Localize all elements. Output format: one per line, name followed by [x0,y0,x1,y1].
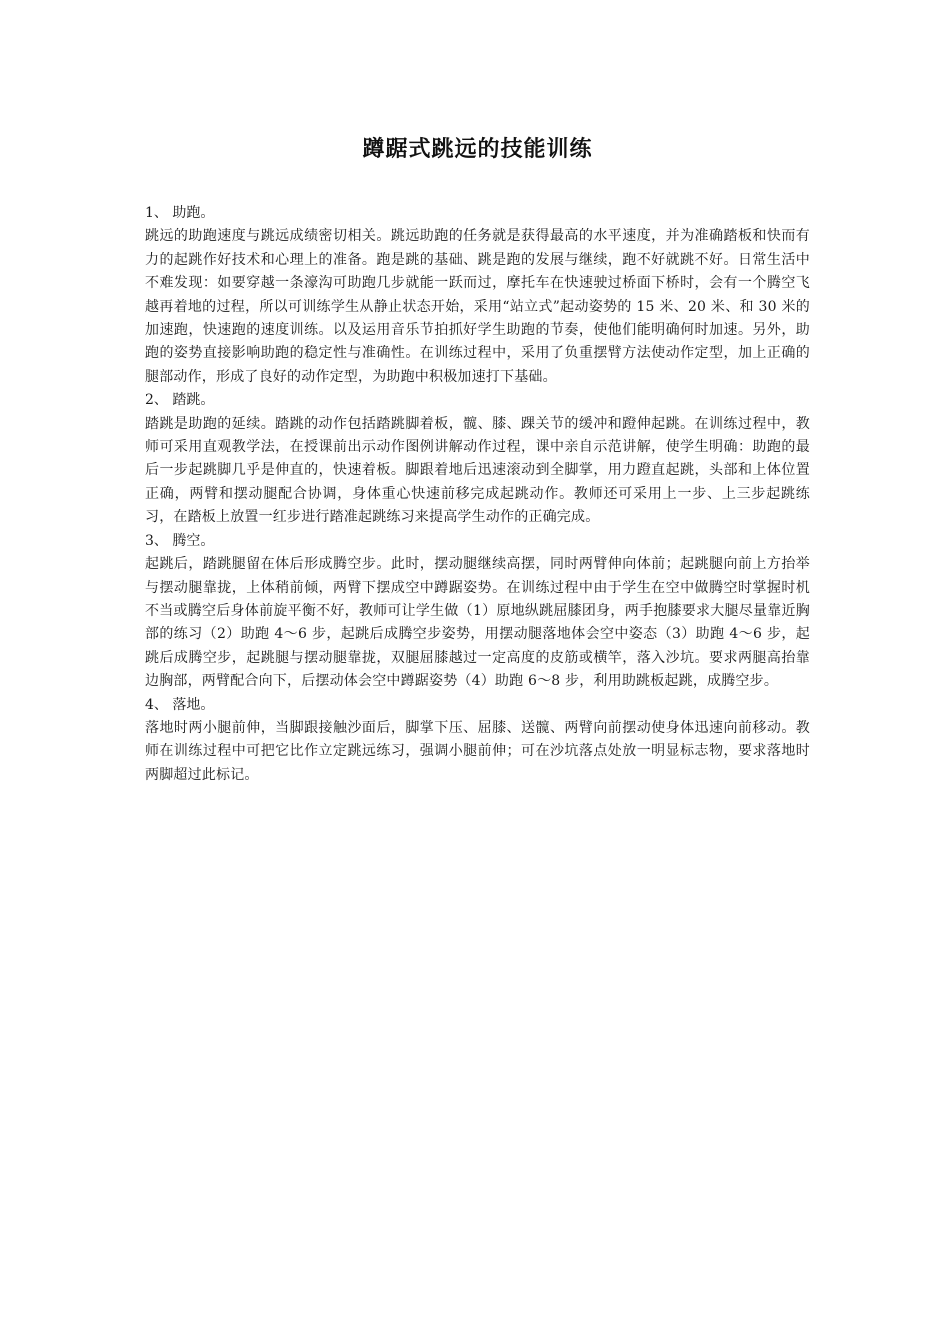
section-paragraph: 落地时两小腿前伸，当脚跟接触沙面后，脚掌下压、屈膝、送髋、两臂向前摆动使身体迅速向前移动。教师在训练过程中可把它比作立定跳远练习，强调小腿前伸；可在沙坑落点处放一明显标志物，要求落地时两脚超过此标记。 [145,719,810,783]
section-paragraph: 踏跳是助跑的延续。踏跳的动作包括踏跳脚着板，髋、膝、踝关节的缓冲和蹬伸起跳。在训练过程中，教师可采用直观教学法，在授课前出示动作图例讲解动作过程，课中亲自示范讲解，使学生明确：助跑的最后一步起跳脚几乎是伸直的，快速着板。脚跟着地后迅速滚动到全脚掌，用力蹬直起跳，头部和上体位置正确，两臂和摆动腿配合协调，身体重心快速前移完成起跳动作。教师还可采用上一步、上三步起跳练习，在踏板上放置一红步进行踏准起跳练习来提高学生动作的正确完成。 [145,415,810,526]
section-heading: 3、 腾空。 [145,532,215,549]
document-page [145,0,810,787]
section-run-up [145,202,810,389]
section-heading: 2、 踏跳。 [145,392,215,409]
section-takeoff [145,389,810,529]
section-heading: 1、 助跑。 [145,205,215,221]
section-paragraph: 起跳后，踏跳腿留在体后形成腾空步。此时，摆动腿继续高摆，同时两臂伸向体前；起跳腿向前上方抬举与摆动腿靠拢，上体稍前倾，两臂下摆成空中蹲踞姿势。在训练过程中由于学生在空中做腾空时掌握时机不当或腾空后身体前旋平衡不好，教师可让学生做（1）原地纵跳屈膝团身，两手抱膝要求大腿尽量靠近胸部的练习（2）助跑 4～6 步，起跳后成腾空步姿势，用摆动腿落地体会空中姿态（3）助跑 4～6 步，起跳后成腾空步，起跳腿与摆动腿靠拢，双腿屈膝越过一定高度的皮筋或横竿，落入沙坑。要求两腿高抬靠边胸部，两臂配合向下，后摆动体会空中蹲踞姿势（4）助跑 6～8 步，利用助跳板起跳，成腾空步。 [145,556,810,690]
section-paragraph: 跳远的助跑速度与跳远成绩密切相关。跳远助跑的任务就是获得最高的水平速度，并为准确踏板和快而有力的起跳作好技术和心理上的准备。跑是跳的基础、跳是跑的发展与继续，跑不好就跳不好。日常生活中不难发现：如要穿越一条濠沟可助跑几步就能一跃而过，摩托车在快速驶过桥面下桥时，会有一个腾空飞越再着地的过程，所以可训练学生从静止状态开始，采用“站立式”起动姿势的 15 米、20 米、和 30 米的加速跑，快速跑的速度训练。以及运用音乐节拍抓好学生助跑的节奏，使他们能明确何时加速。另外，助跑的姿势直接影响助跑的稳定性与准确性。在训练过程中，采用了负重摆臂方法使动作定型，加上正确的腿部动作，形成了良好的动作定型，为助跑中积极加速打下基础。 [145,228,810,385]
section-landing [145,694,810,788]
section-flight [145,530,810,694]
document-title: 蹲踞式跳远的技能训练 [362,137,593,162]
document-body [145,202,810,787]
section-heading: 4、 落地。 [145,696,215,713]
